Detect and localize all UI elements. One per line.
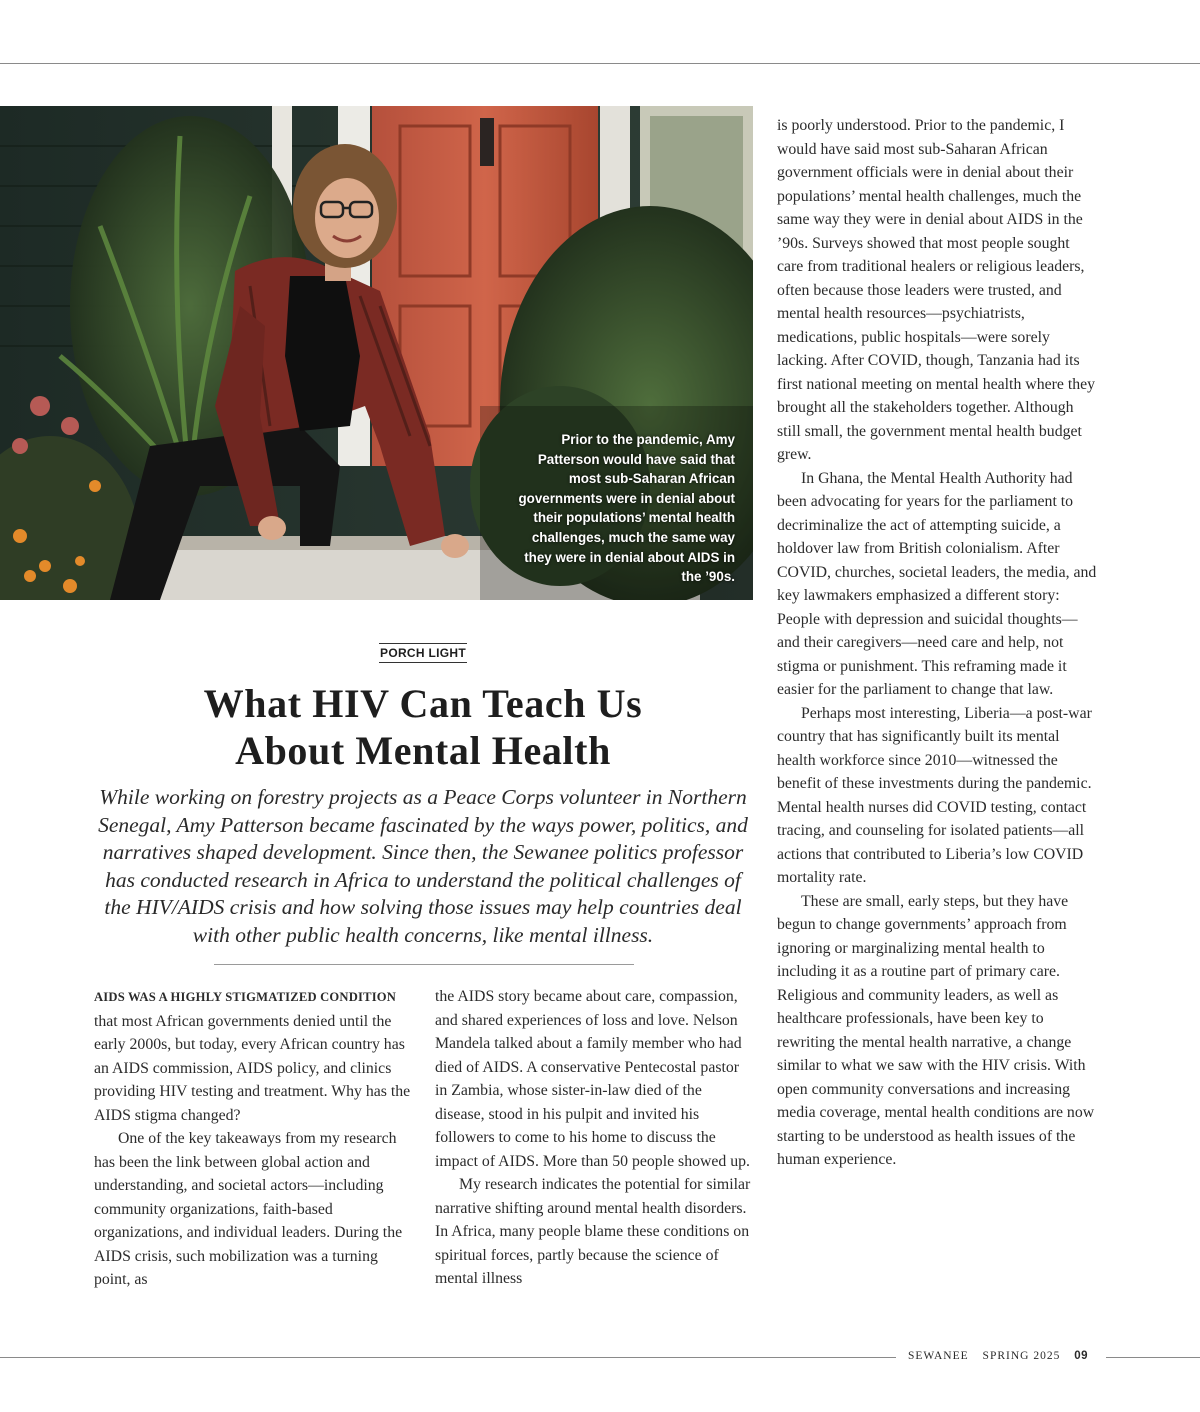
deck-divider (214, 964, 634, 965)
footer-publication: SEWANEE (908, 1350, 969, 1362)
paragraph-2-part-2: the AIDS story became about care, compassion, and shared experiences of loss and love. Nelson Mandela talked about a family member who had died of AIDS. A conservative Pentecostal pastor in Zambia, whose sister-in-law died of the disease, stood in his pulpit and invited his followers to come to his home to discuss the impact of AIDS. More than 50 people showed up. (435, 988, 751, 1170)
lead-in: AIDS WAS A HIGHLY STIGMATIZED CONDITION (94, 990, 397, 1004)
article-headline (96, 680, 750, 774)
section-kicker: PORCH LIGHT (379, 643, 467, 663)
footer-rule-left (0, 1357, 896, 1358)
top-rule (0, 63, 1200, 64)
paragraph-3-part-1: My research indicates the potential for similar narrative shifting around mental health disorders. In Africa, many people blame these conditions on spiritual forces, partly because the science of mental illness (435, 1176, 751, 1287)
headline-line-1: What HIV Can Teach Us (203, 681, 643, 726)
paragraph-4: In Ghana, the Mental Health Authority had been advocating for years for the parliament to decriminalize the act of attempting suicide, a holdover law from British colonialism. After COVID, churches, societal leaders, the media, and key lawmakers emphasized a different story: People with depression and suicidal thoughts—and their caregivers—need care and help, not stigma or punishment. This reframing made it easier for the parliament to change that law. (777, 469, 1097, 698)
paragraph-6: These are small, early steps, but they have begun to change governments’ approach from ignoring or marginalizing mental health to including it as a routine part of primary care. Religious and community leaders, as well as healthcare professionals, have been key to rewriting the mental health narrative, a change similar to what we saw with the HIV crisis. With open community conversations and increasing media coverage, mental health conditions are now starting to be understood as health issues of the human experience. (777, 892, 1095, 1168)
body-column-1 (94, 985, 412, 1292)
feature-photo (0, 106, 753, 600)
article-deck: While working on forestry projects as a Peace Corps volunteer in Northern Senegal, Amy Patterson became fascinated by the ways power, politics, and narratives shaped development. Since then, the Sewanee politics professor has conducted research in Africa to understand the political challenges of the HIV/AIDS crisis and how solving those issues may help countries deal with other public health concerns, like mental illness. (98, 785, 748, 947)
headline-line-2: About Mental Health (235, 728, 611, 773)
page-number: 09 (1074, 1350, 1088, 1362)
paragraph-2-part-1: One of the key takeaways from my research has been the link between global action and understanding, and societal actors—including community organizations, faith-based organizations, and individual leaders. During the AIDS crisis, such mobilization was a turning point, as (94, 1130, 403, 1288)
body-column-2 (435, 985, 755, 1291)
photo-caption: Prior to the pandemic, Amy Patterson would have said that most sub-Saharan African governments were in denial about their populations’ mental health challenges, much the same way they were in denial about AIDS in the ’90s. (518, 432, 735, 585)
paragraph-3-part-2: is poorly understood. Prior to the pandemic, I would have said most sub-Saharan African government officials were in denial about their populations’ mental health challenges, much the same way they were in denial about AIDS in the ’90s. Surveys showed that most people sought care from traditional healers or religious leaders, often because those leaders were trusted, and mental health resources—psychiatrists, medications, public hospitals—were sorely lacking. After COVID, though, Tanzania had its first national meeting on mental health where they brought all the stakeholders together. Although still small, the government mental health budget grew. (777, 117, 1096, 463)
body-column-3 (777, 114, 1097, 1172)
paragraph-5: Perhaps most interesting, Liberia—a post-war country that has significantly built its mental health workforce since 2010—witnessed the benefit of these investments during the pandemic. Mental health nurses did COVID testing, contact tracing, and counseling for isolated patients—all actions that contributed to Liberia’s low COVID mortality rate. (777, 704, 1092, 886)
kicker-wrapper (0, 643, 846, 663)
paragraph-1-text: that most African governments denied until the early 2000s, but today, every African country has an AIDS commission, AIDS policy, and clinics providing HIV testing and treatment. Why has the AIDS stigma changed? (94, 1012, 411, 1124)
page-footer (908, 1350, 1088, 1362)
footer-rule-right (1106, 1357, 1200, 1358)
paragraph-1 (94, 985, 412, 1127)
footer-issue: SPRING 2025 (982, 1350, 1061, 1362)
